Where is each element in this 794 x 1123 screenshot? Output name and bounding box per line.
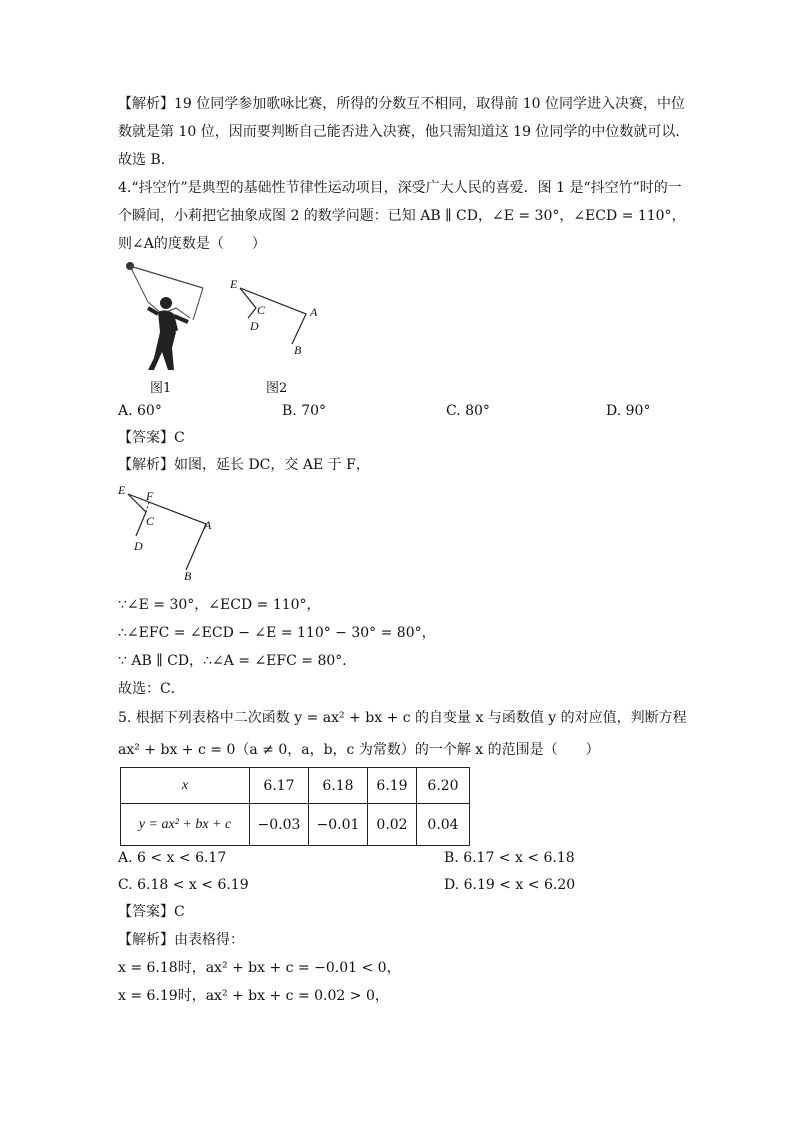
q5-stem-line-2: ax² + bx + c = 0（a ≠ 0，a，b，c 为常数）的一个解 x 的范围是（ ）: [118, 742, 600, 758]
table-cell: −0.03: [250, 804, 309, 846]
figure-1-diabolo-player: [118, 258, 208, 373]
table-cell: 6.20: [417, 768, 470, 804]
prev-analysis-line-3: 故选 B．: [118, 152, 175, 168]
q4-option-c: C. 80°: [446, 403, 490, 419]
q4-analysis-line-1: 【解析】如图，延长 DC，交 AE 于 F，: [118, 457, 370, 473]
label-B: B: [184, 569, 192, 583]
figure-analysis-geometry: [116, 480, 226, 586]
q4-answer: 【答案】C: [118, 430, 185, 446]
label-C: C: [257, 303, 266, 317]
table-row-y: [121, 804, 470, 846]
label-D: D: [250, 319, 259, 333]
q4-stem-line-3: 则∠A的度数是（ ）: [118, 236, 266, 252]
q5-option-a: A. 6 < x < 6.17: [118, 850, 227, 866]
q4-stem-line-1: 4.“抖空竹”是典型的基础性节律性运动项目，深受广大人民的喜爱．图 1 是“抖空竹”时的一: [118, 180, 682, 196]
q4-option-b: B. 70°: [282, 403, 327, 419]
prev-analysis-line-2: 数就是第 10 位，因而要判断自己能否进入决赛，他只需知道这 19 位同学的中位数就可以．: [118, 124, 690, 140]
figure-2-geometry: [226, 274, 326, 358]
label-F: F: [146, 489, 154, 503]
table-head-y: y = ax² + bx + c: [121, 804, 250, 846]
table-cell: −0.01: [309, 804, 368, 846]
q5-answer: 【答案】C: [118, 904, 185, 920]
table-cell: 6.18: [309, 768, 368, 804]
q4-option-a: A. 60°: [118, 403, 162, 419]
q5-analysis-line-2: x = 6.18时，ax² + bx + c = −0.01 < 0，: [118, 960, 401, 976]
table-cell: 0.04: [417, 804, 470, 846]
q4-analysis-step-1: ∵∠E = 30°，∠ECD = 110°，: [118, 597, 321, 613]
q4-option-d: D. 90°: [606, 403, 651, 419]
table-head-x: x: [121, 768, 250, 804]
prev-analysis-line-1: 【解析】19 位同学参加歌咏比赛，所得的分数互不相同，取得前 10 位同学进入决赛，中位: [118, 96, 685, 112]
q5-analysis-line-1: 【解析】由表格得：: [118, 932, 244, 948]
q5-option-b: B. 6.17 < x < 6.18: [444, 850, 575, 866]
label-A: A: [204, 518, 212, 532]
label-E: E: [230, 277, 238, 291]
figure-2-caption: 图2: [266, 381, 288, 396]
table-cell: 6.19: [368, 768, 417, 804]
label-B: B: [294, 343, 302, 357]
label-D: D: [134, 539, 143, 553]
q4-analysis-step-2: ∴∠EFC = ∠ECD − ∠E = 110° − 30° = 80°，: [118, 625, 436, 641]
q4-analysis-step-4: 故选：C．: [118, 681, 185, 697]
table-cell: 0.02: [368, 804, 417, 846]
table-cell: 6.17: [250, 768, 309, 804]
q5-stem-line-1: 5. 根据下列表格中二次函数 y = ax² + bx + c 的自变量 x 与函数值 y 的对应值，判断方程: [118, 710, 687, 726]
label-C: C: [146, 514, 155, 528]
figure-1-caption: 图1: [150, 381, 172, 396]
label-A: A: [310, 305, 318, 319]
q5-analysis-line-3: x = 6.19时，ax² + bx + c = 0.02 > 0，: [118, 988, 389, 1004]
q5-value-table: [120, 767, 470, 846]
table-row-x: [121, 768, 470, 804]
q4-analysis-step-3: ∵ AB ∥ CD，∴∠A = ∠EFC = 80°．: [118, 653, 357, 669]
q5-option-c: C. 6.18 < x < 6.19: [118, 877, 249, 893]
q5-option-d: D. 6.19 < x < 6.20: [444, 877, 576, 893]
q4-stem-line-2: 个瞬间，小莉把它抽象成图 2 的数学问题：已知 AB ∥ CD，∠E = 30°，∠ECD = 110°，: [118, 208, 686, 224]
label-E: E: [118, 483, 126, 497]
